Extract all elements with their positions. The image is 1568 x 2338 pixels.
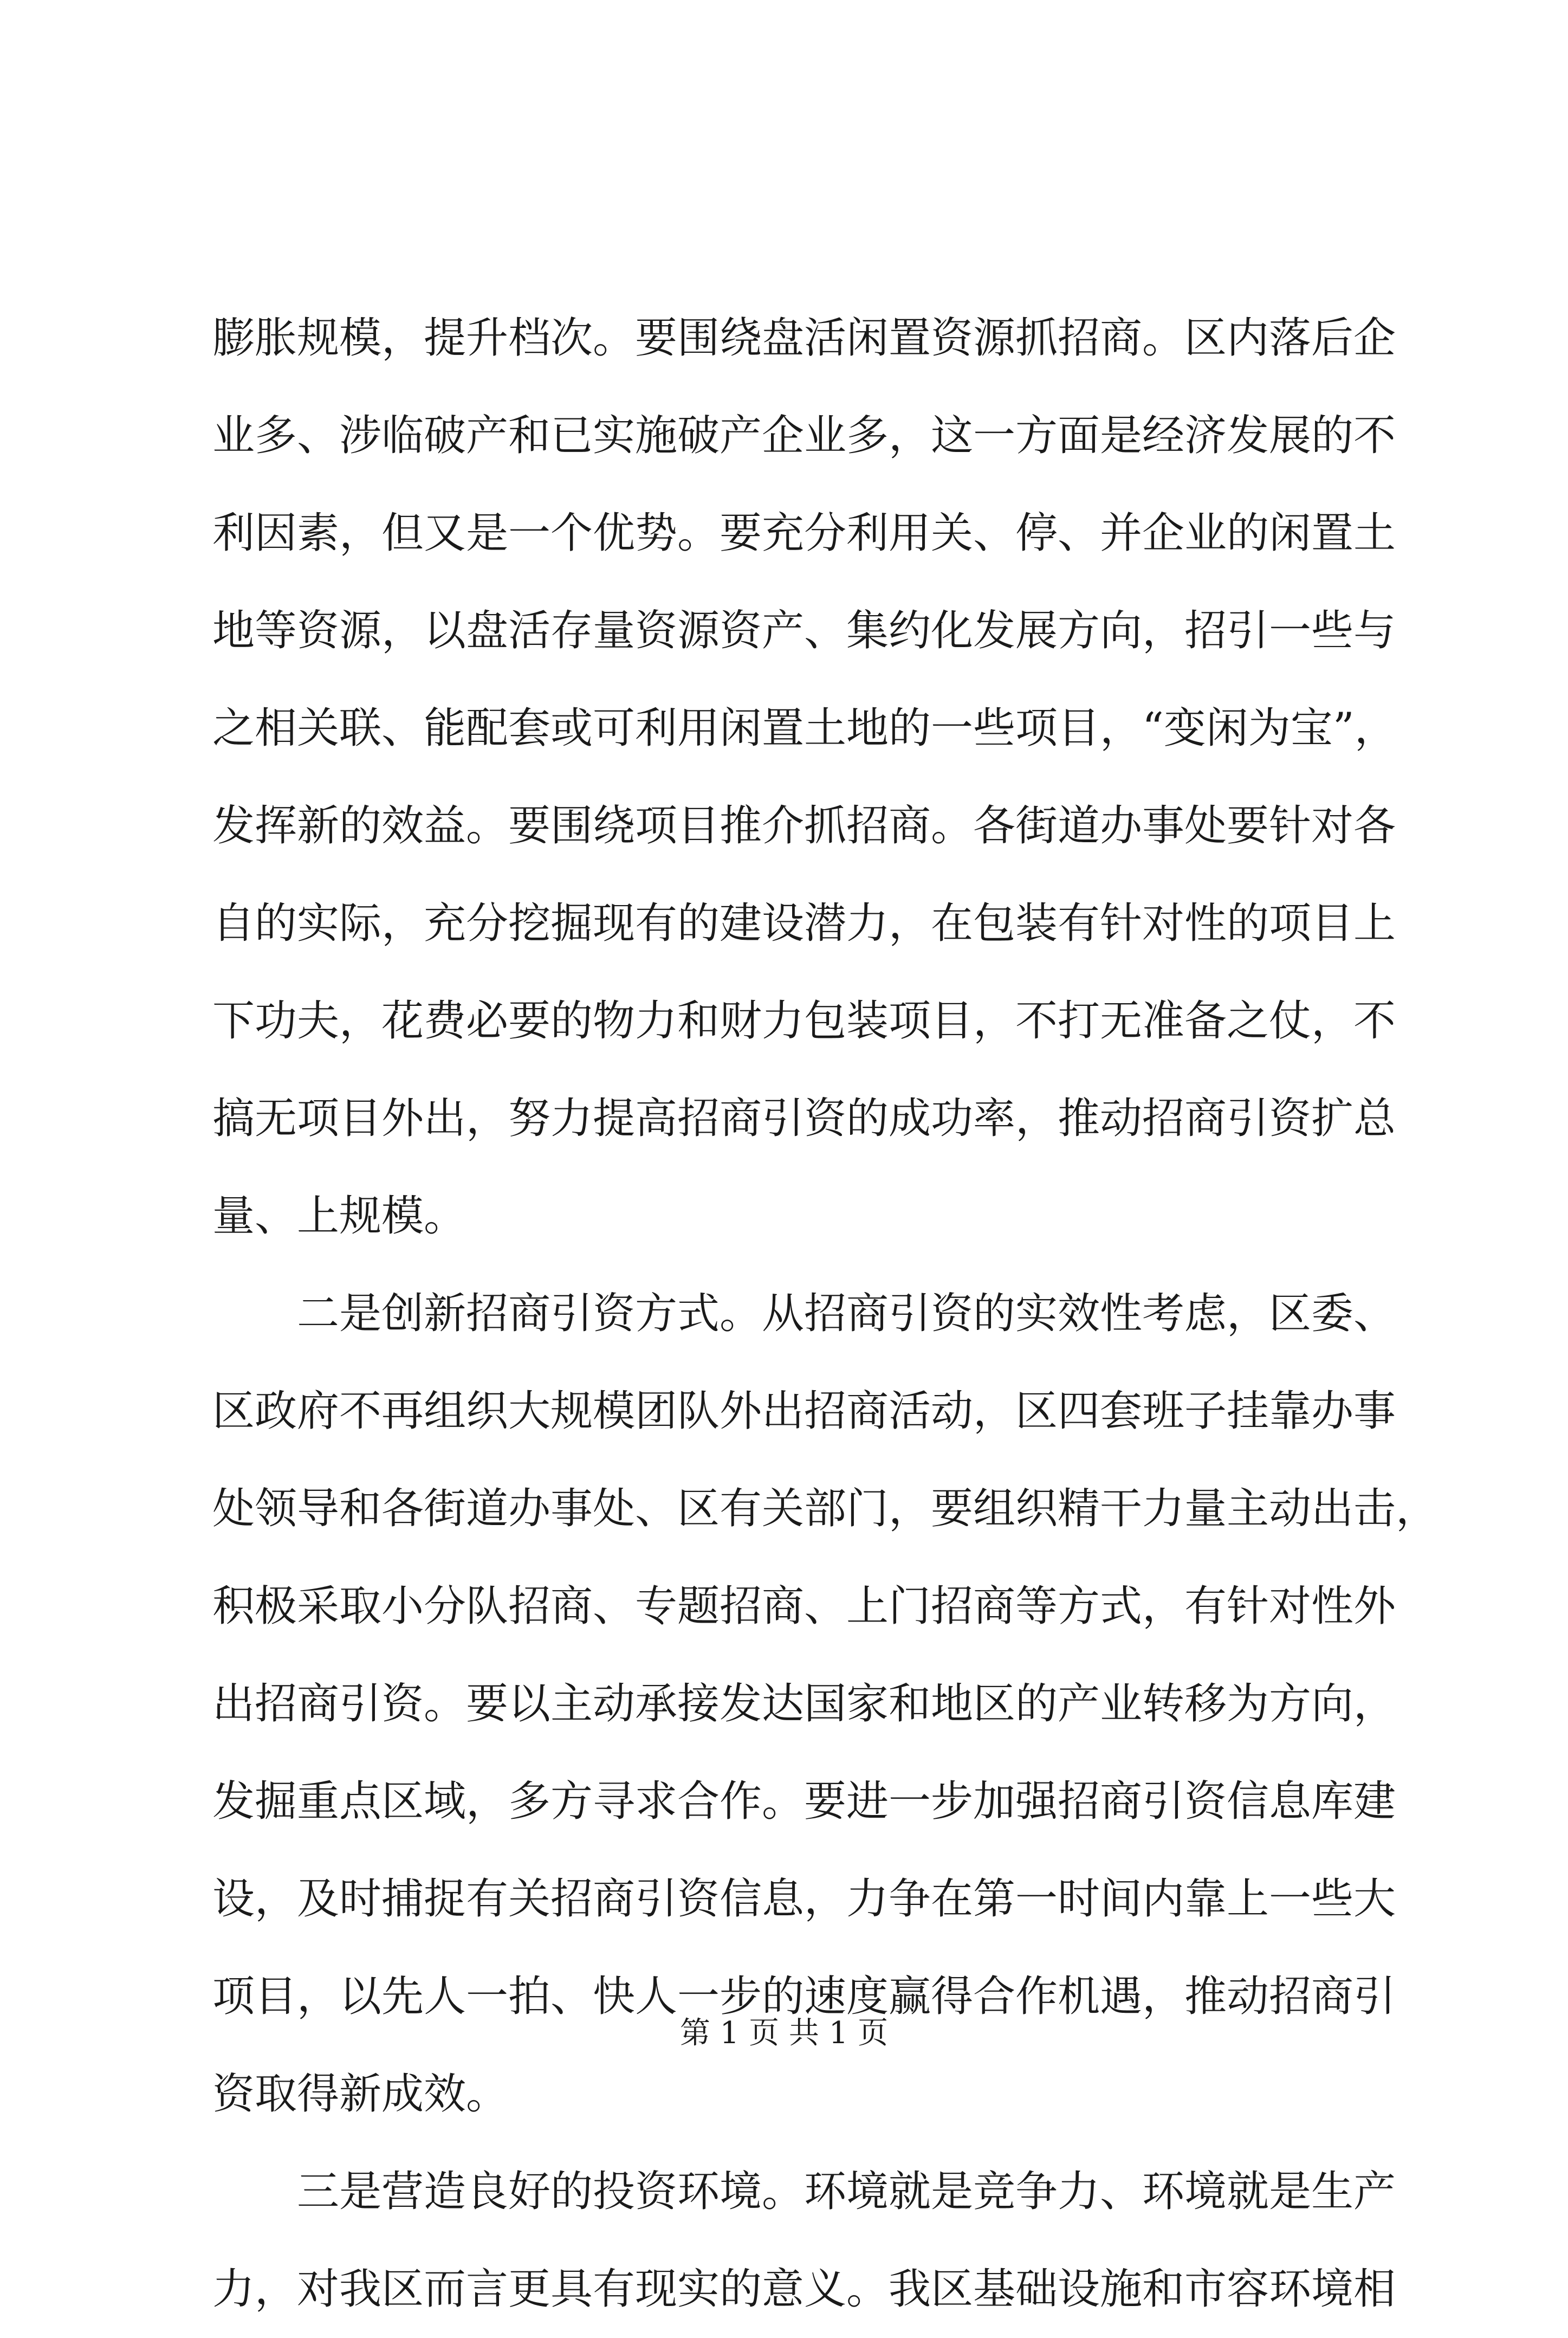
text-line: 积极采取小分队招商、专题招商、上门招商等方式，有针对性外: [212, 1582, 1396, 1631]
paragraph: [212, 2143, 1396, 2338]
text-line: 资取得新成效。: [212, 2070, 509, 2119]
text-line: 处领导和各街道办事处、区有关部门，要组织精干力量主动出击，: [212, 1484, 1439, 1533]
text-line: 出招商引资。要以主动承接发达国家和地区的产业转移为方向，: [212, 1680, 1396, 1728]
paragraph: [212, 289, 1397, 1265]
text-line: 搞无项目外出，努力提高招商引资的成功率，推动招商引资扩总: [212, 1094, 1396, 1143]
text-line: 下功夫，花费必要的物力和财力包装项目，不打无准备之仗，不: [212, 997, 1396, 1045]
text-line: 之相关联、能配套或可利用闲置土地的一些项目，“变闲为宝”，: [212, 704, 1397, 753]
text-line: 量、上规模。: [212, 1192, 466, 1241]
text-line: 二是创新招商引资方式。从招商引资的实效性考虑，区委、: [212, 1289, 1396, 1338]
text-line: 三是营造良好的投资环境。环境就是竞争力、环境就是生产: [212, 2167, 1396, 2216]
text-line: 利因素，但又是一个优势。要充分利用关、停、并企业的闲置土: [212, 509, 1396, 558]
text-line: 膨胀规模，提升档次。要围绕盘活闲置资源抓招商。区内落后企: [212, 314, 1396, 363]
paragraph: [212, 1265, 1439, 2143]
page-footer: 第 1 页 共 1 页: [679, 2016, 889, 2051]
text-line: 地等资源，以盘活存量资源资产、集约化发展方向，招引一些与: [212, 606, 1396, 655]
text-line: 设，及时捕捉有关招商引资信息，力争在第一时间内靠上一些大: [212, 1875, 1396, 1923]
text-line: 自的实际，充分挖掘现有的建设潜力，在包装有针对性的项目上: [212, 899, 1396, 948]
text-line: 业多、涉临破产和已实施破产企业多，这一方面是经济发展的不: [212, 411, 1396, 460]
text-line: 区政府不再组织大规模团队外出招商活动，区四套班子挂靠办事: [212, 1387, 1396, 1436]
text-line: 项目，以先人一拍、快人一步的速度赢得合作机遇，推动招商引: [212, 1972, 1396, 2021]
text-line: 力，对我区而言更具有现实的意义。我区基础设施和市容环境相: [212, 2265, 1396, 2314]
text-line: 发掘重点区域，多方寻求合作。要进一步加强招商引资信息库建: [212, 1777, 1396, 1826]
text-line: 发挥新的效益。要围绕项目推介抓招商。各街道办事处要针对各: [212, 802, 1396, 850]
